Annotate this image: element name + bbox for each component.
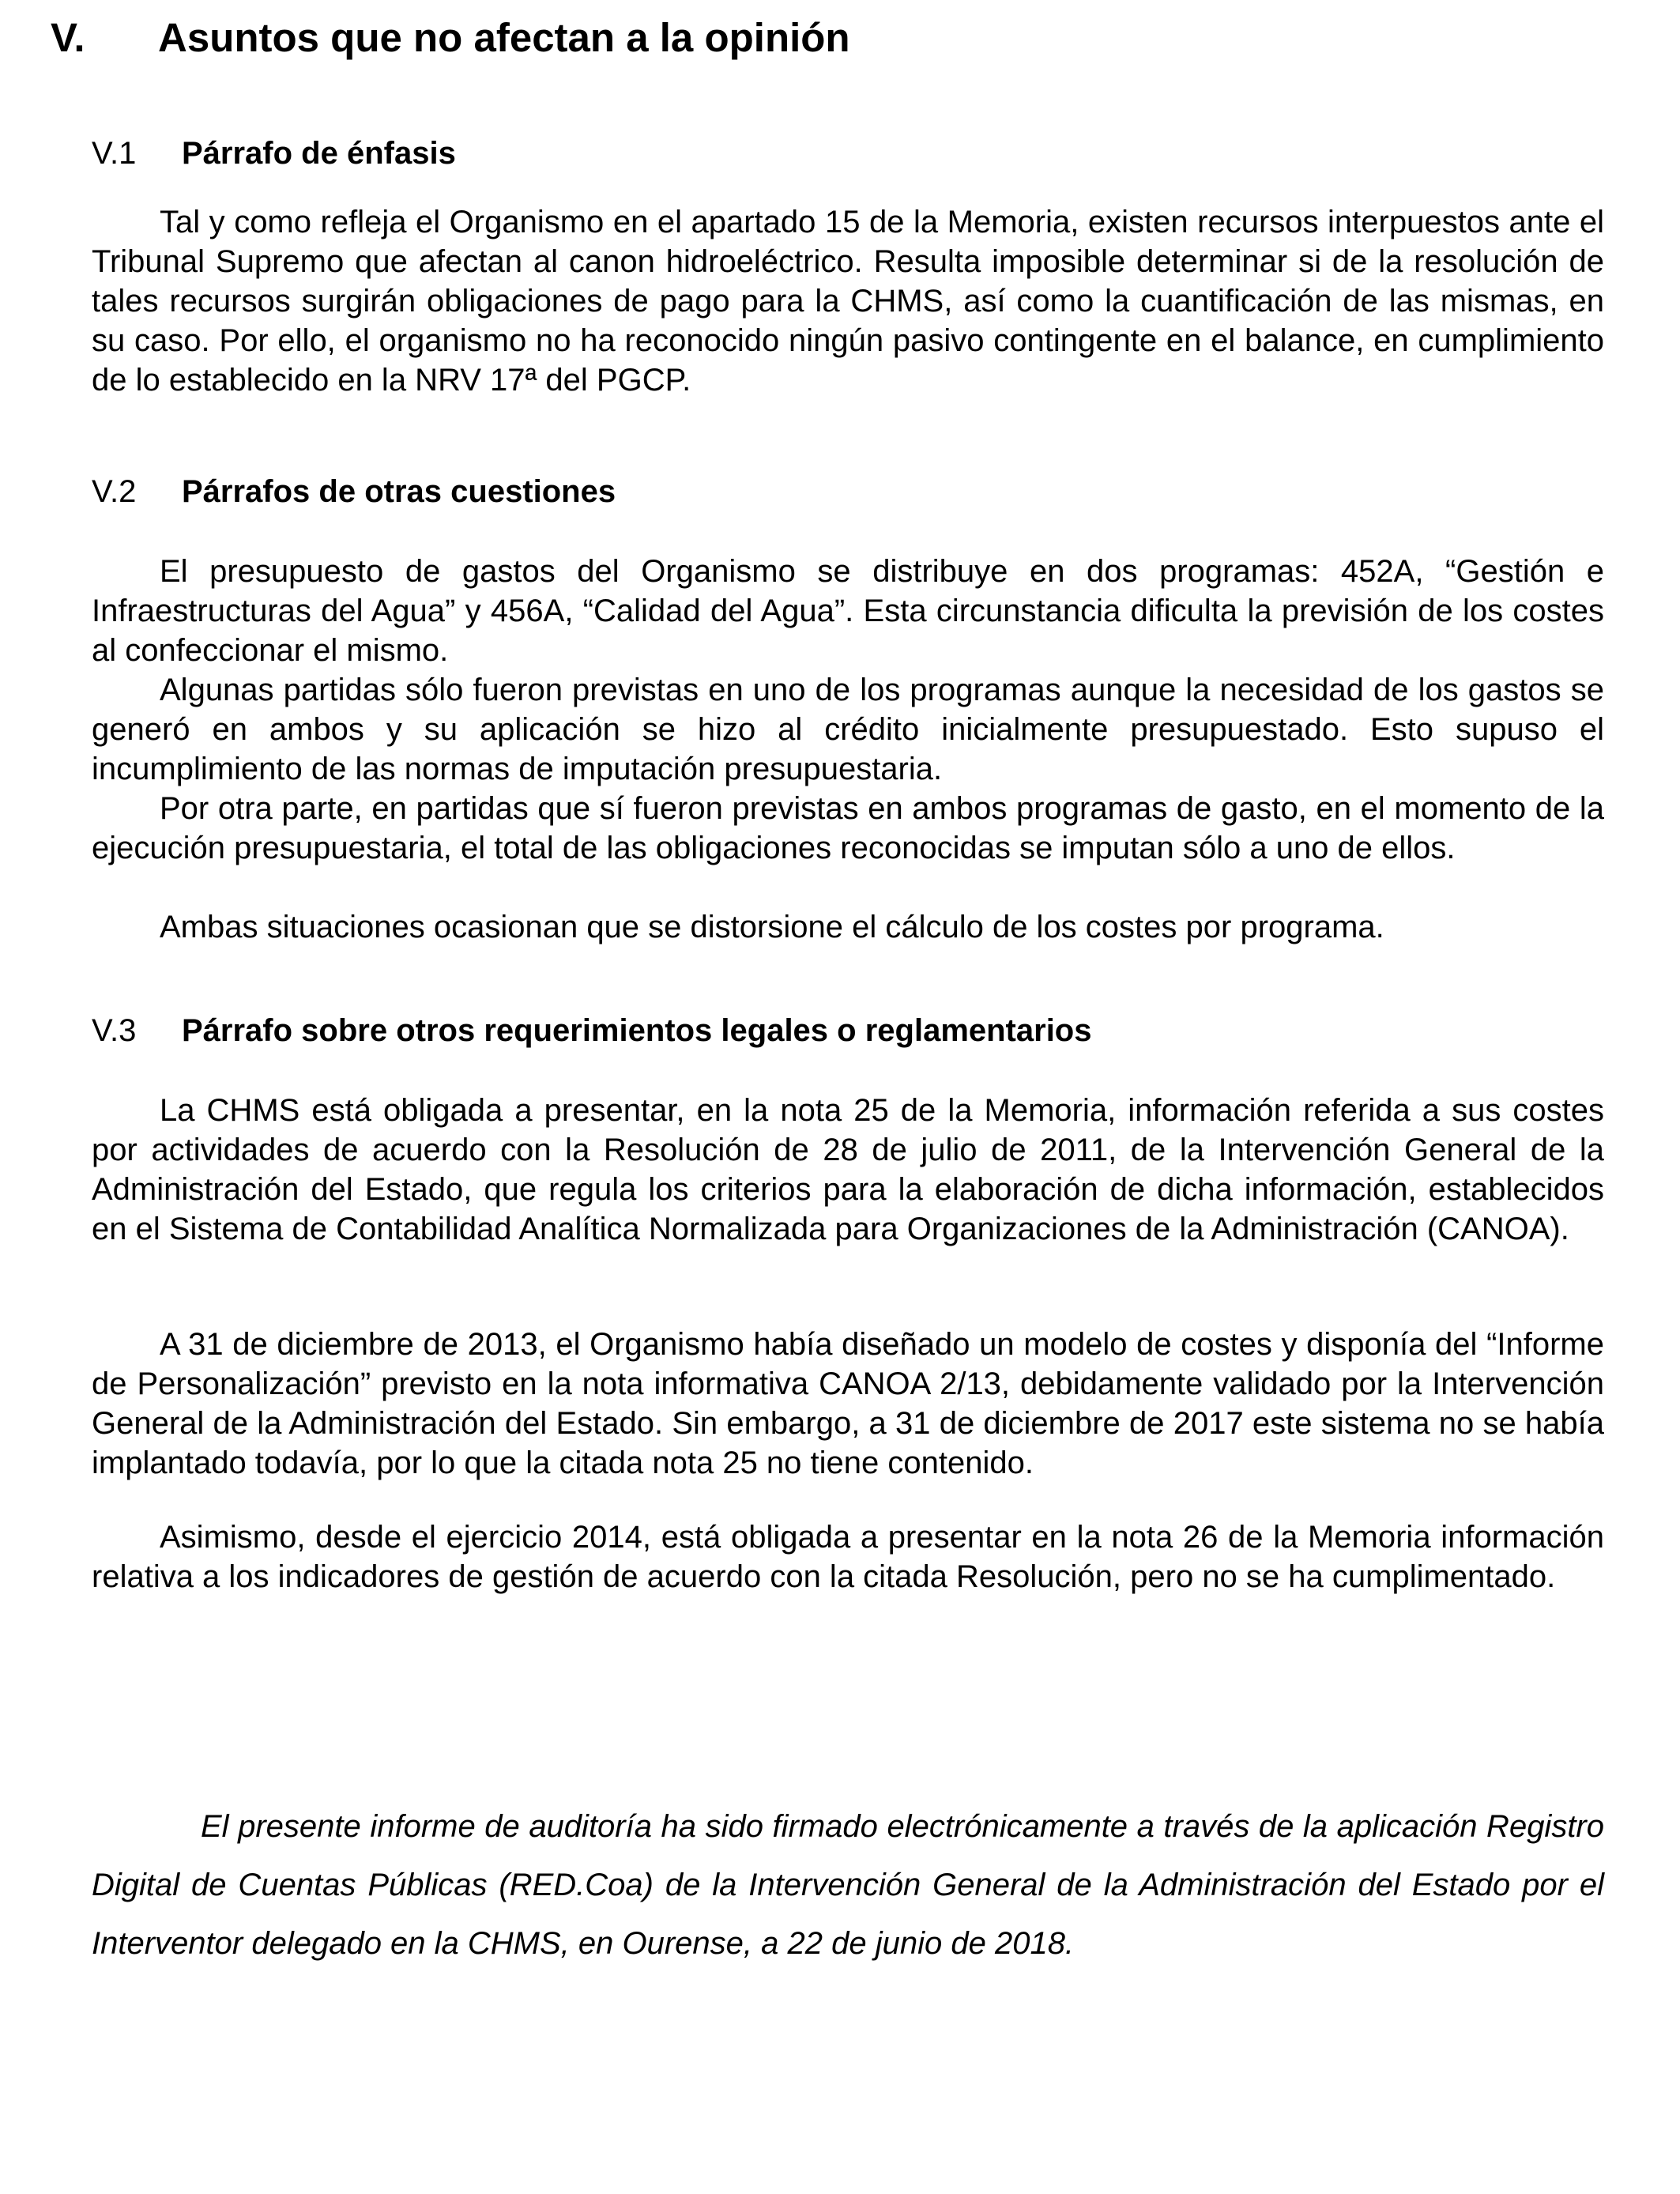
subsection-title: Párrafo sobre otros requerimientos legales o reglamentarios xyxy=(182,1013,1092,1048)
subsection-heading-v2 xyxy=(92,471,616,512)
section-number: V. xyxy=(51,15,85,60)
paragraph: Tal y como refleja el Organismo en el apartado 15 de la Memoria, existen recursos interpuestos ante el Tribunal Supremo que afectan al canon hidroeléctrico. Resulta imposible determinar si de la resolución de tales recursos surgirán obligaciones de pago para la CHMS, así como la cuantificación de las mismas, en su caso. Por ello, el organismo no ha reconocido ningún pasivo contingente en el balance, en cumplimiento de lo establecido en la NRV 17ª del PGCP. xyxy=(92,205,1604,398)
subsection-heading-v1 xyxy=(92,133,456,174)
subsection-heading-v3 xyxy=(92,1010,1091,1051)
subsection-title: Párrafo de énfasis xyxy=(182,136,456,171)
subsection-title: Párrafos de otras cuestiones xyxy=(182,474,616,509)
paragraph: Asimismo, desde el ejercicio 2014, está obligada a presentar en la nota 26 de la Memoria información relativa a los indicadores de gestión de acuerdo con la citada Resolución, pero no se ha cumplimentado. xyxy=(92,1520,1604,1594)
section-heading xyxy=(51,6,850,70)
paragraph: Algunas partidas sólo fueron previstas en uno de los programas aunque la necesidad de los gastos se generó en ambos y su aplicación se hizo al crédito inicialmente presupuestado. Esto supuso el incumplimiento de las normas de imputación presupuestaria. xyxy=(92,673,1604,786)
subsection-number: V.3 xyxy=(92,1013,137,1048)
signature-statement: El presente informe de auditoría ha sido firmado electrónicamente a través de la aplicación Registro Digital de Cuentas Públicas (RED.Coa) de la Intervención General de la Administración del Estado por el Interventor delegado en la CHMS, en Ourense, a 22 de junio de 2018. xyxy=(92,1809,1604,1961)
paragraph: El presupuesto de gastos del Organismo se distribuye en dos programas: 452A, “Gestión e Infraestructuras del Agua” y 456A, “Calidad del Agua”. Esta circunstancia dificulta la previsión de los costes al confeccionar el mismo. xyxy=(92,554,1604,668)
paragraph: A 31 de diciembre de 2013, el Organismo había diseñado un modelo de costes y disponía del “Informe de Personalización” previsto en la nota informativa CANOA 2/13, debidamente validado por la Intervención General de la Administración del Estado. Sin embargo, a 31 de diciembre de 2017 este sistema no se había implantado todavía, por lo que la citada nota 25 no tiene contenido. xyxy=(92,1327,1604,1480)
subsection-number: V.2 xyxy=(92,474,137,509)
section-title: Asuntos que no afectan a la opinión xyxy=(158,15,850,60)
subsection-number: V.1 xyxy=(92,136,137,171)
paragraph: Ambas situaciones ocasionan que se distorsione el cálculo de los costes por programa. xyxy=(160,910,1384,944)
paragraph: La CHMS está obligada a presentar, en la nota 25 de la Memoria, información referida a sus costes por actividades de acuerdo con la Resolución de 28 de julio de 2011, de la Intervención General de la Administración del Estado, que regula los criterios para la elaboración de dicha información, establecidos en el Sistema de Contabilidad Analítica Normalizada para Organizaciones de la Administración (CANOA). xyxy=(92,1093,1604,1246)
paragraph: Por otra parte, en partidas que sí fueron previstas en ambos programas de gasto, en el momento de la ejecución presupuestaria, el total de las obligaciones reconocidas se imputan sólo a uno de ellos. xyxy=(92,791,1604,865)
